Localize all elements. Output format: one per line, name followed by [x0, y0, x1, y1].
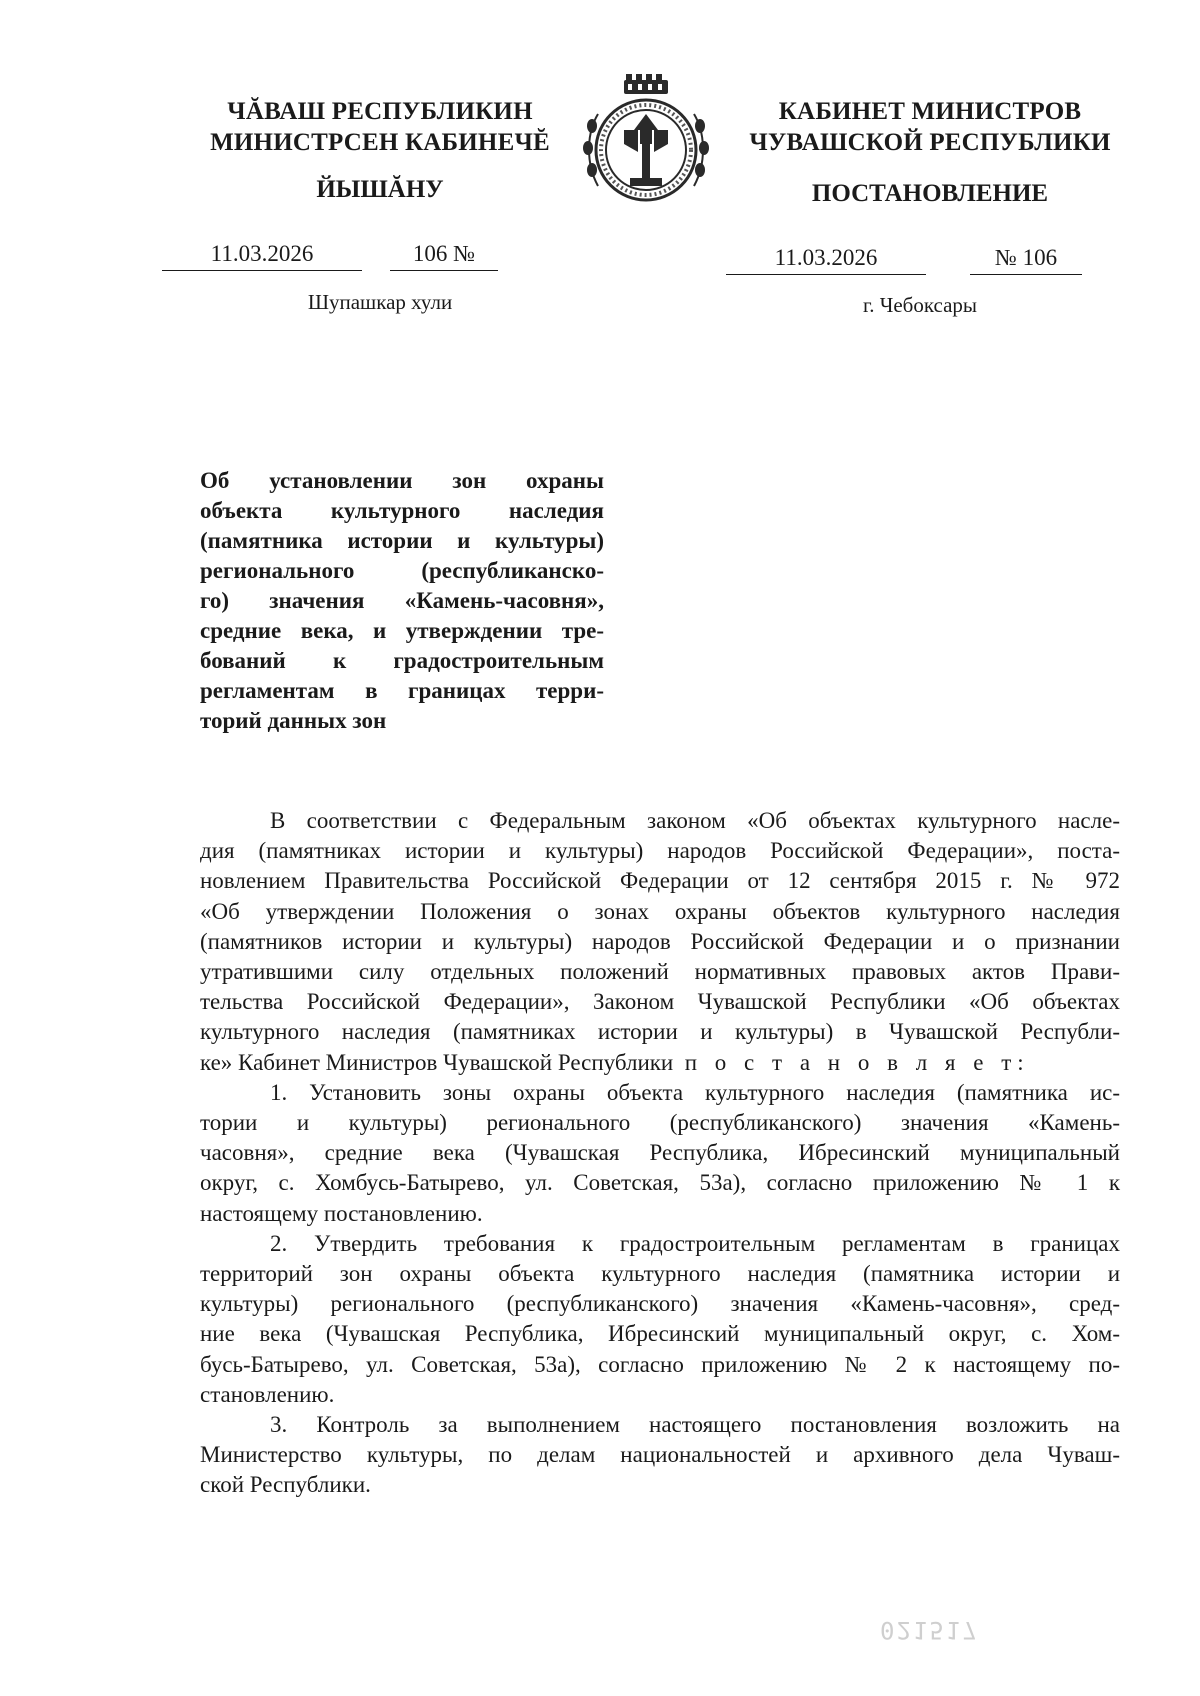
issuer-chuvash-line2: МИНИСТРСЕН КАБИНЕЧĔ [210, 129, 550, 156]
issuer-russian-line1: КАБИНЕТ МИНИСТРОВ [778, 98, 1082, 125]
issuer-chuvash [190, 96, 570, 158]
title-line: торий данных зон [200, 708, 387, 733]
issuer-russian-line2: ЧУВАШСКОЙ РЕСПУБЛИКИ [749, 129, 1111, 156]
number-chuvash: 106 № [390, 240, 498, 271]
title-line: Об установлении зон охраны [200, 468, 604, 493]
date-chuvash: 11.03.2026 [162, 240, 362, 271]
body-line: новлением Правительства Российской Федерации от 12 сентября 2015 г. № 972 [200, 868, 1120, 894]
decree-word: п о с т а н о в л я е т: [684, 1049, 1030, 1075]
body-line-decree [200, 1048, 1120, 1078]
number-russian: № 106 [970, 244, 1082, 275]
body-line: 1. Установить зоны охраны объекта культурного наследия (памятника ис- [270, 1079, 1120, 1105]
title-line: регламентам в границах терри- [200, 678, 604, 703]
body-line: утратившими силу отдельных положений нормативных правовых актов Прави- [200, 959, 1120, 985]
body-line: ке» Кабинет Министров Чувашской Республики [200, 1049, 674, 1075]
body-line: часовня», средние века (Чувашская Республика, Ибресинский муниципальный [200, 1140, 1120, 1166]
date-russian: 11.03.2026 [726, 244, 926, 275]
body-line: 3. Контроль за выполнением настоящего постановления возложить на [270, 1412, 1120, 1438]
document-body [200, 806, 1120, 1501]
body-line: ние века (Чувашская Республика, Ибресинский муниципальный округ, с. Хом- [200, 1321, 1120, 1347]
body-line: 2. Утвердить требования к градостроительным регламентам в границах [270, 1230, 1120, 1256]
body-line: округ, с. Хомбусь-Батырево, ул. Советская, 53а), согласно приложению № 1 к [200, 1170, 1120, 1196]
body-line: тельства Российской Федерации», Законом Чувашской Республики «Об объектах [200, 989, 1120, 1015]
city-russian: г. Чебоксары [862, 293, 978, 317]
body-line: территорий зон охраны объекта культурного наследия (памятника истории и [200, 1261, 1120, 1287]
body-line: (памятников истории и культуры) народов Российской Федерации и о признании [200, 928, 1120, 954]
body-line: культуры) регионального (республиканского) значения «Камень-часовня», сред- [200, 1291, 1120, 1317]
body-line: бусь-Батырево, ул. Советская, 53а), согласно приложению № 2 к настоящему по- [200, 1351, 1120, 1377]
title-line: бований к градостроительным [200, 648, 604, 673]
body-line: В соответствии с Федеральным законом «Об объектах культурного насле- [270, 808, 1120, 833]
title-line: (памятника истории и культуры) [200, 528, 604, 553]
body-line: настоящему постановлению. [200, 1200, 483, 1226]
chuvash-republic-emblem-icon [578, 74, 714, 214]
serial-stamp: 021517 [880, 1616, 979, 1644]
city-chuvash: Шупашкар хули [307, 290, 453, 314]
body-line: становлению. [200, 1381, 335, 1407]
issuer-russian [730, 96, 1130, 158]
doc-type-chuvash: ЙЫШĂНУ [316, 176, 444, 203]
issuer-chuvash-line1: ЧĂВАШ РЕСПУБЛИКИН [227, 98, 533, 125]
doc-type-russian: ПОСТАНОВЛЕНИЕ [811, 180, 1049, 207]
document-title [200, 466, 604, 736]
body-line: дия (памятниках истории и культуры) народов Российской Федерации», поста- [200, 838, 1120, 864]
body-line: культурного наследия (памятниках истории и культуры) в Чувашской Республи- [200, 1019, 1120, 1045]
title-line: объекта культурного наследия [200, 498, 604, 523]
title-line: го) значения «Камень-часовня», [200, 588, 604, 613]
body-line: ской Республики. [200, 1472, 371, 1498]
title-line: средние века, и утверждении тре- [200, 618, 604, 643]
body-line: «Об утверждении Положения о зонах охраны объектов культурного наследия [200, 898, 1120, 924]
title-line: регионального (республиканско- [200, 558, 604, 583]
body-line: Министерство культуры, по делам национальностей и архивного дела Чуваш- [200, 1442, 1120, 1468]
body-line: тории и культуры) регионального (республиканского) значения «Камень- [200, 1110, 1120, 1136]
